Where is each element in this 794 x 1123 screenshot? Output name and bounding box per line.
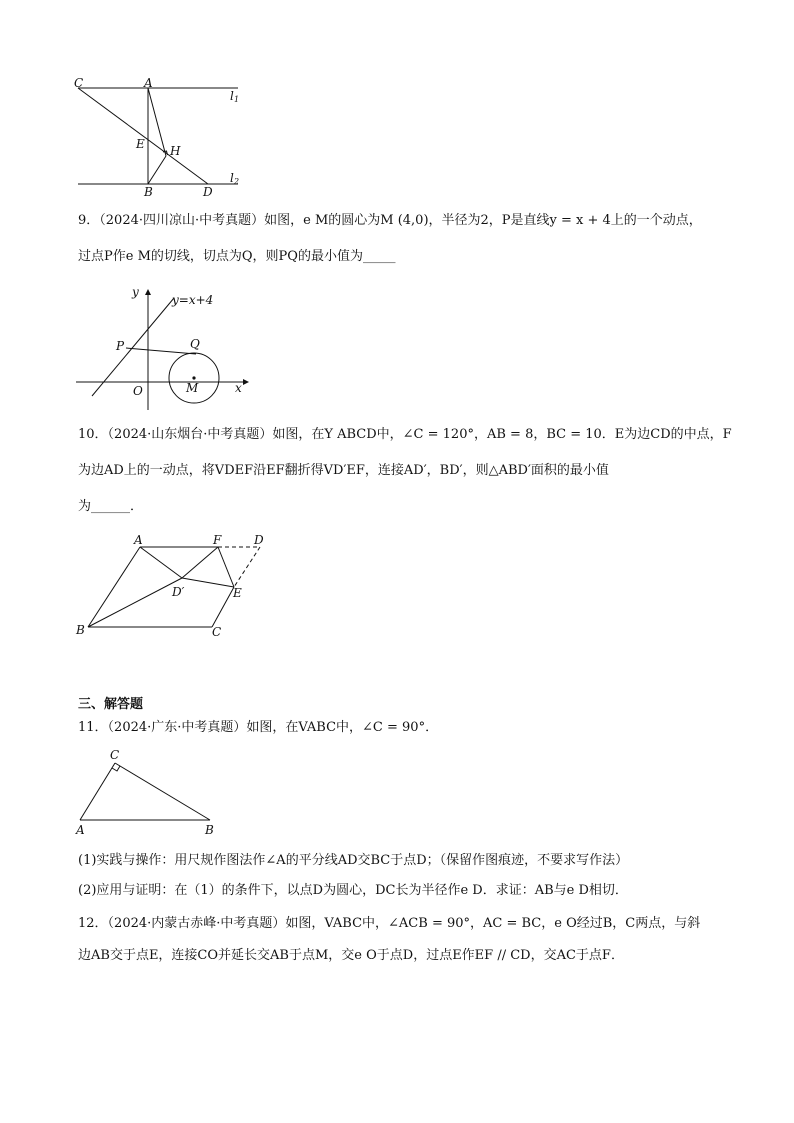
label-c: C bbox=[212, 625, 222, 639]
segment-d-prime-e bbox=[182, 578, 234, 587]
q12-line1: 12．（2024·内蒙古赤峰·中考真题）如图，VABC中，∠ACB = 90°，AC = BC，e O经过B，C两点，与斜 bbox=[78, 916, 701, 931]
q10-line1: 10．（2024·山东烟台·中考真题）如图，在Y ABCD中，∠C = 120°，AB = 8，BC = 10．E为边CD的中点，F bbox=[78, 427, 732, 442]
figure-circle-coordinate bbox=[70, 282, 260, 412]
q9-line1: 9．（2024·四川凉山·中考真题）如图，e M的圆心为M (4,0)，半径为2，P是直线y = x + 4上的一个动点， bbox=[78, 213, 702, 228]
label-b: B bbox=[76, 623, 85, 637]
segment-cd bbox=[78, 88, 208, 184]
label-d: D bbox=[254, 533, 264, 547]
label-b: B bbox=[144, 185, 153, 198]
label-y: y bbox=[132, 285, 139, 299]
label-p: P bbox=[116, 339, 125, 353]
label-e: E bbox=[233, 586, 242, 600]
label-m: M bbox=[186, 381, 199, 395]
q11-part1: (1)实践与操作：用尺规作图法作∠A的平分线AD交BC于点D；（保留作图痕迹，不要求写作法） bbox=[78, 853, 629, 868]
label-a: A bbox=[76, 823, 85, 837]
q10-line2: 为边AD上的一动点，将VDEF沿EF翻折得VD′EF，连接AD′，BD′，则△ABD′面积的最小值 bbox=[78, 463, 609, 478]
center-m bbox=[192, 376, 195, 379]
section-title: 三、解答题 bbox=[78, 697, 144, 712]
segment-ca bbox=[80, 763, 115, 820]
q12-line2: 边AB交于点E，连接CO并延长交AB于点M，交e O于点D，过点E作EF // CD，交AC于点F． bbox=[78, 948, 624, 963]
label-l1: l bbox=[230, 89, 234, 103]
q10-line3: 为______． bbox=[78, 499, 144, 514]
figure-parallelogram bbox=[70, 530, 275, 645]
label-q: Q bbox=[190, 337, 200, 351]
label-line-equation: y=x+4 bbox=[172, 293, 214, 307]
figure-parallel-lines bbox=[70, 78, 250, 198]
segment-pq bbox=[126, 348, 196, 354]
label-d-prime: D′ bbox=[172, 585, 185, 599]
label-b: B bbox=[205, 823, 214, 837]
segment-ab bbox=[88, 547, 140, 627]
segment-bd-prime bbox=[88, 578, 182, 627]
label-d: D bbox=[203, 185, 213, 198]
q11-line1: 11．（2024·广东·中考真题）如图，在VABC中，∠C = 90°． bbox=[78, 720, 439, 735]
label-a: A bbox=[134, 533, 143, 547]
label-c: C bbox=[74, 78, 84, 90]
q11-part2: (2)应用与证明：在（1）的条件下，以点D为圆心，DC长为半径作e D．求证：AB与e D相切． bbox=[78, 883, 628, 898]
segment-de-dashed bbox=[234, 547, 260, 587]
label-e: E bbox=[136, 137, 145, 151]
segment-fe bbox=[218, 547, 234, 587]
segment-fd-prime bbox=[182, 547, 218, 578]
label-x: x bbox=[235, 381, 242, 395]
label-h: H bbox=[170, 144, 181, 158]
segment-ad-prime bbox=[140, 547, 182, 578]
label-l2-sub: 2 bbox=[234, 177, 240, 186]
figure-right-triangle bbox=[70, 745, 230, 840]
label-o: O bbox=[133, 384, 143, 398]
label-l2: l bbox=[230, 171, 234, 185]
segment-bh bbox=[148, 156, 166, 184]
line-y-equals-x-plus-4 bbox=[92, 298, 174, 396]
label-l1-sub: 1 bbox=[234, 95, 240, 104]
segment-cb bbox=[115, 763, 210, 820]
q9-line2: 过点P作e M的切线，切点为Q，则PQ的最小值为_____ bbox=[78, 249, 396, 264]
label-f: F bbox=[213, 533, 222, 547]
segment-ce bbox=[212, 587, 234, 627]
label-a: A bbox=[144, 78, 153, 90]
label-c: C bbox=[110, 748, 120, 762]
